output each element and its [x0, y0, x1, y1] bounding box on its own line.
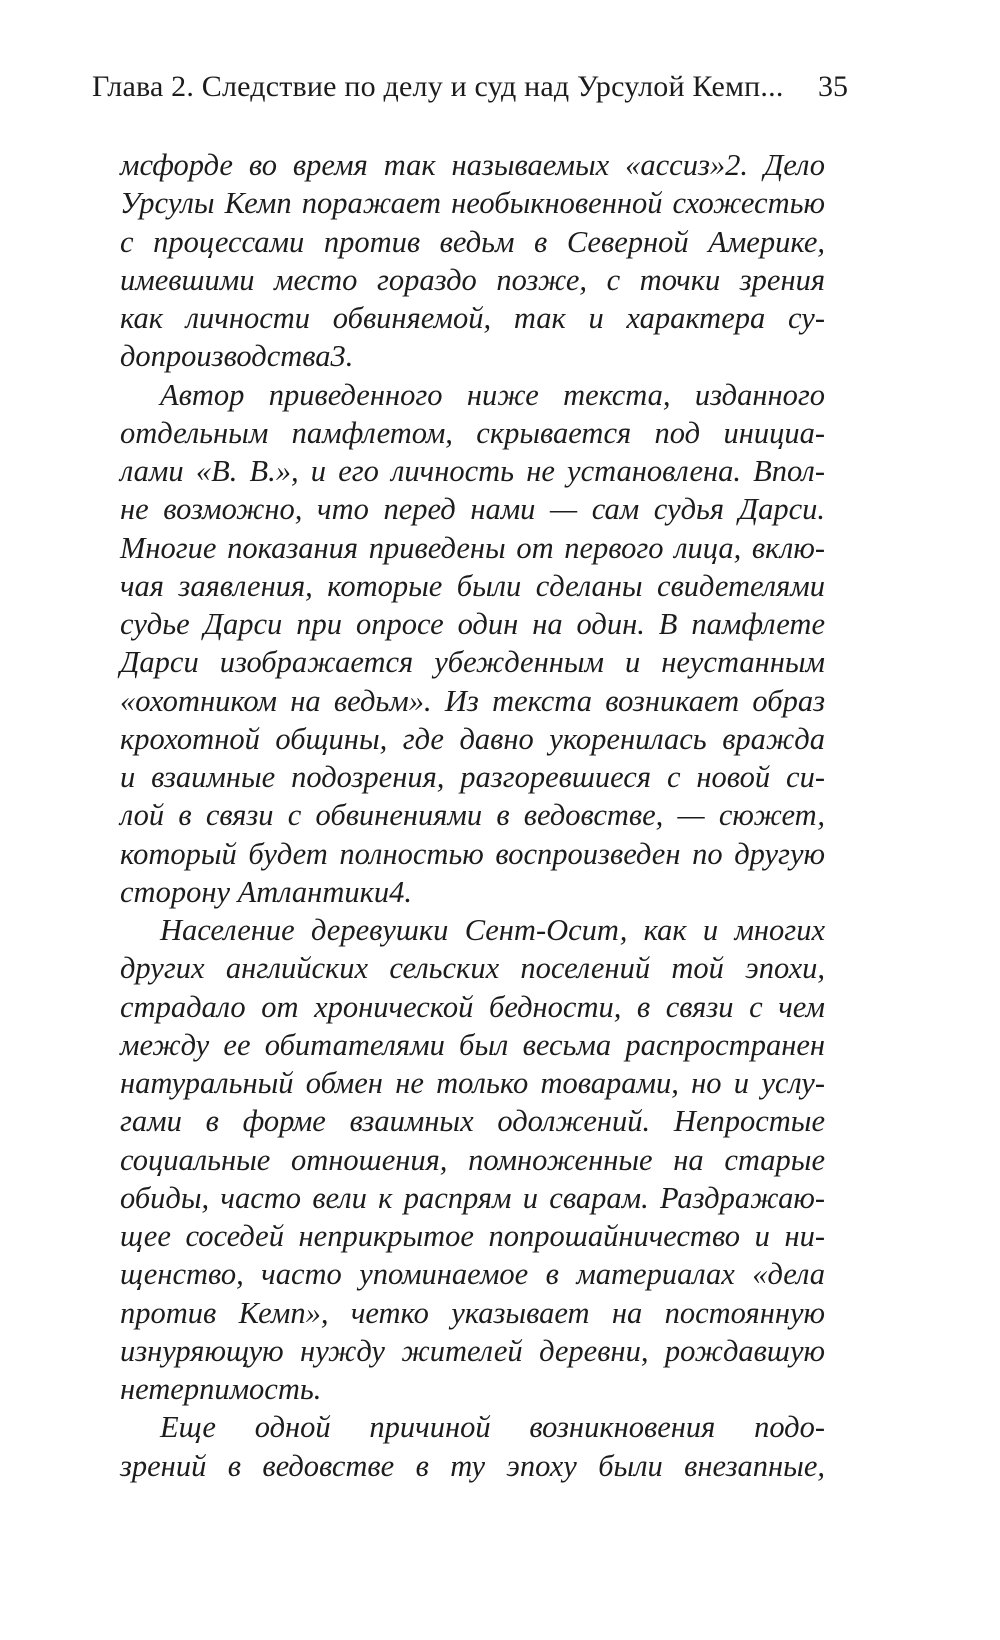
text-line: крохотной общины, где давно укоренилась вражда [120, 721, 825, 756]
text-line: Еще одной причиной возникновения подо- [160, 1410, 825, 1445]
text-line: Дарси изображается убежденным и неустанным [120, 645, 825, 680]
text-line: с процессами против ведьм в Северной Америке, [120, 224, 825, 259]
text-line: как личности обвиняемой, так и характера су- [120, 301, 825, 335]
text-line: лой в связи с обвинениями в ведовстве, — сюжет, [120, 798, 825, 833]
text-line: щенство, часто упоминаемое в материалах «дела [120, 1257, 825, 1292]
text-line: нетерпимость. [120, 1372, 322, 1406]
text-line: изнуряющую нужду жителей деревни, рождавшую [120, 1333, 825, 1368]
text-line: чая заявления, которые были сделаны свидетелями [120, 568, 825, 603]
text-line: не возможно, что перед нами — сам судья Дарси. [120, 492, 825, 527]
text-line: Население деревушки Сент-Осит, как и многих [160, 913, 825, 947]
text-line: социальные отношения, помноженные на старые [120, 1142, 825, 1177]
text-line: который будет полностью воспроизведен по другую [120, 836, 825, 871]
text-line: «охотником на ведьм». Из текста возникает образ [120, 683, 825, 718]
text-line: других английских сельских поселений той эпохи, [120, 951, 825, 986]
text-line: Урсулы Кемп поражает необыкновенной схожестью [120, 186, 825, 221]
text-line: Многие показания приведены от первого лица, вклю- [120, 530, 825, 565]
text-line: гами в форме взаимных одолжений. Непростые [120, 1104, 825, 1139]
running-head [92, 70, 848, 114]
text-line: сторону Атлантики4. [120, 874, 412, 909]
text-line: мсфорде во время так называемых «ассиз»2. Дело [120, 148, 825, 182]
text-line: отдельным памфлетом, скрывается под инициа- [120, 415, 825, 450]
text-line: допроизводства3. [120, 339, 354, 374]
text-line: натуральный обмен не только товарами, но и услу- [120, 1066, 825, 1100]
text-line: против Кемп», четко указывает на постоянную [120, 1295, 825, 1330]
text-line: лами «В. В.», и его личность не установлена. Впол- [120, 454, 825, 488]
text-line: Автор приведенного ниже текста, изданного [160, 377, 825, 412]
text-line: зрений в ведовстве в ту эпоху были внезапные, [120, 1448, 825, 1483]
body-text [120, 146, 825, 1485]
text-line: щее соседей неприкрытое попрошайничество и ни- [120, 1219, 825, 1253]
text-line: и взаимные подозрения, разгоревшиеся с новой си- [120, 760, 825, 794]
text-line: страдало от хронической бедности, в связи с чем [120, 989, 825, 1024]
text-line: судье Дарси при опросе один на один. В памфлете [120, 607, 825, 641]
text-line: между ее обитателями был весьма распространен [120, 1027, 825, 1062]
text-line: имевшими место гораздо позже, с точки зрения [120, 262, 825, 297]
page-number: 35 [818, 70, 848, 103]
running-head-title: Глава 2. Следствие по делу и суд над Урсулой Кемп... [92, 70, 784, 103]
text-line: обиды, часто вели к распрям и сварам. Раздражаю- [120, 1180, 825, 1215]
